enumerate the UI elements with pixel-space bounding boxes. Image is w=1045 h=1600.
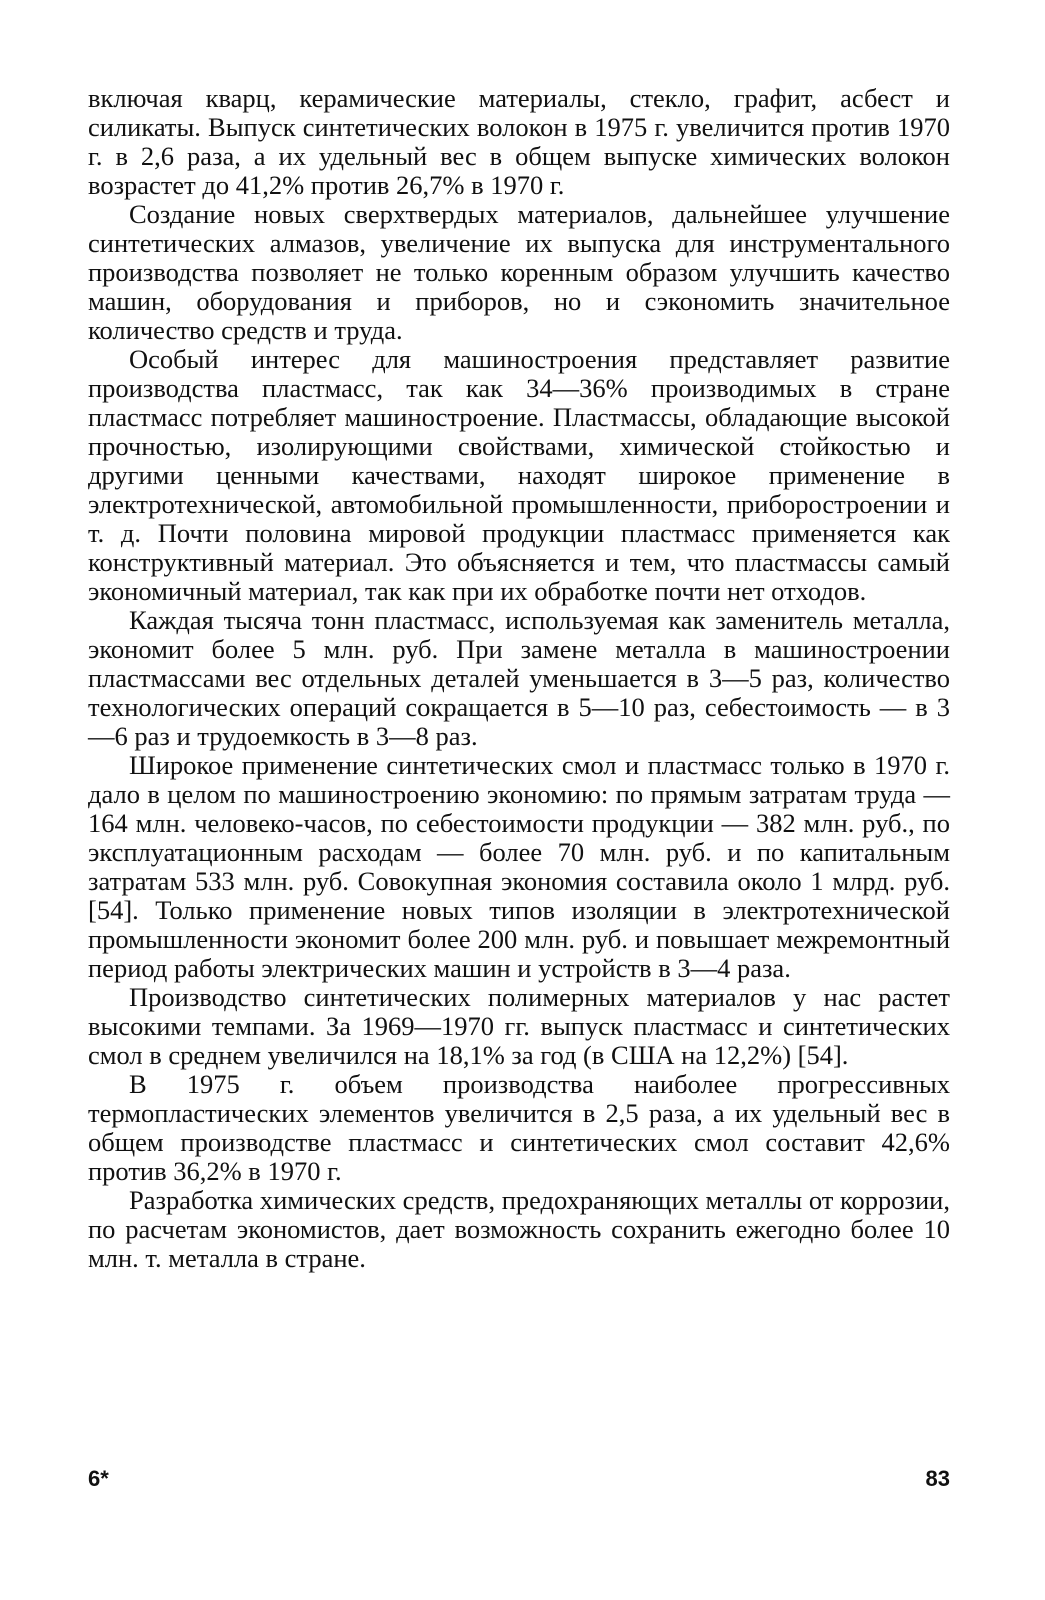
paragraph: Каждая тысяча тонн пластмасс, используемая как заменитель металла, экономит более 5 млн. руб. При замене металла в машиностроении пластмассами вес отдельных деталей уменьшается в 3—5 раз, количество технологических операций сокращается в 5—10 раз, себестоимость — в 3—6 раз и трудоемкость в 3—8 раз. — [88, 605, 950, 751]
paragraph-continuation: включая кварц, керамические материалы, стекло, графит, асбест и силикаты. Выпуск синтетических волокон в 1975 г. увеличится против 1970 г. в 2,6 раза, а их удельный вес в общем выпуске химических волокон возрастет до 41,2% против 26,7% в 1970 г. — [88, 83, 950, 200]
signature-mark: 6* — [88, 1466, 109, 1491]
page-body — [88, 84, 950, 1273]
paragraph: Производство синтетических полимерных материалов у нас растет высокими темпами. За 1969—1970 гг. выпуск пластмасс и синтетических смол в среднем увеличился на 18,1% за год (в США на 12,2%) [54]. — [88, 982, 950, 1070]
paragraph: В 1975 г. объем производства наиболее прогрессивных термопластических элементов увеличится в 2,5 раза, а их удельный вес в общем производстве пластмасс и синтетических смол составит 42,6% против 36,2% в 1970 г. — [88, 1069, 950, 1186]
paragraph: Создание новых сверхтвердых материалов, дальнейшее улучшение синтетических алмазов, увеличение их выпуска для инструментального производства позволяет не только коренным образом улучшить качество машин, оборудования и приборов, но и сэкономить значительное количество средств и труда. — [88, 199, 950, 345]
paragraph: Широкое применение синтетических смол и пластмасс только в 1970 г. дало в целом по машиностроению экономию: по прямым затратам труда — 164 млн. человеко-часов, по себестоимости продукции — 382 млн. руб., по эксплуатационным расходам — более 70 млн. руб. и по капитальным затратам 533 млн. руб. Совокупная экономия составила около 1 млрд. руб. [54]. Только применение новых типов изоляции в электротехнической промышленности экономит более 200 млн. руб. и повышает межремонтный период работы электрических машин и устройств в 3—4 раза. — [88, 750, 950, 983]
page-number: 83 — [925, 1466, 950, 1491]
paragraph: Особый интерес для машиностроения представляет развитие производства пластмасс, так как 34—36% производимых в стране пластмасс потребляет машиностроение. Пластмассы, обладающие высокой прочностью, изолирующими свойствами, химической стойкостью и другими ценными качествами, находят широкое применение в электротехнической, автомобильной промышленности, приборостроении и т. д. Почти половина мировой продукции пластмасс применяется как конструктивный материал. Это объясняется и тем, что пластмассы самый экономичный материал, так как при их обработке почти нет отходов. — [88, 344, 950, 606]
paragraph: Разработка химических средств, предохраняющих металлы от коррозии, по расчетам экономистов, дает возможность сохранить ежегодно более 10 млн. т. металла в стране. — [88, 1185, 950, 1273]
